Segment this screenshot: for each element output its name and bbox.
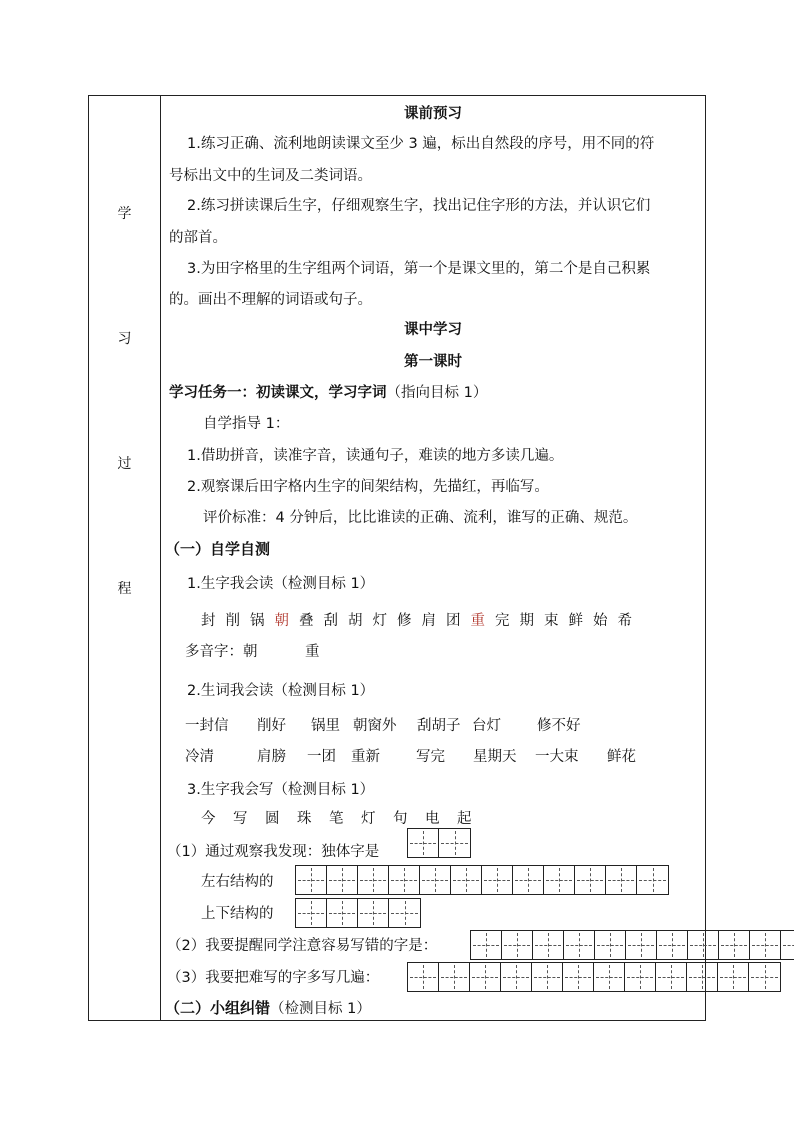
q1-top-bottom: 上下结构的: [201, 906, 274, 922]
self-test-heading: （一）自学自测: [165, 540, 271, 558]
char-item: 封: [201, 613, 216, 629]
char-item: 团: [446, 613, 461, 629]
write-char: 笔: [329, 811, 344, 827]
char-item: 完: [495, 613, 510, 629]
char-item: 叠: [299, 613, 314, 629]
side-label-char: 过: [117, 456, 132, 472]
word-read-title: 2.生词我会读（检测目标 1）: [187, 683, 375, 699]
write-char: 电: [425, 811, 440, 827]
char-item: 修: [397, 613, 412, 629]
q1-single-structure: （1）通过观察我发现：独体字是: [167, 844, 380, 860]
write-char-row: [161, 809, 701, 829]
preview-item-2: 2.练习拼读课后生字，仔细观察生字，找出记住字形的方法，并认识它们: [187, 198, 651, 214]
evaluation-criteria: 评价标准：4 分钟后，比比谁读的正确、流利，谁写的正确、规范。: [203, 510, 638, 526]
guide-item-2: 2.观察课后田字格内生字的间架结构，先描红，再临写。: [187, 479, 549, 495]
word-item: 冷清: [185, 749, 214, 765]
lesson-title: 课中学习: [404, 322, 462, 338]
char-item: 希: [617, 613, 632, 629]
char-item: 刮: [323, 613, 338, 629]
word-item: 锅里: [311, 718, 340, 734]
word-item: 修不好: [537, 718, 581, 734]
word-item: 鲜花: [607, 749, 636, 765]
preview-item-1: 1.练习正确、流利地朗读课文至少 3 遍，标出自然段的序号，用不同的符: [187, 136, 655, 152]
char-item: 削: [225, 613, 240, 629]
char-item: 灯: [372, 613, 387, 629]
learning-task-title: 学习任务一：初读课文，学习字词: [169, 385, 387, 401]
polyphone-second: 重: [305, 644, 320, 660]
char-item: 束: [544, 613, 559, 629]
tianzige-grid-left-right[interactable]: [295, 865, 669, 895]
group-correction-note: （检测目标 1）: [270, 1001, 371, 1017]
side-label-char: 学: [117, 206, 132, 222]
write-char: 圆: [265, 811, 280, 827]
word-item: 重新: [351, 749, 380, 765]
preview-item-3-cont: 的。画出不理解的词语或句子。: [169, 292, 372, 308]
write-char: 灯: [361, 811, 376, 827]
side-label-char: 程: [117, 581, 132, 597]
char-list: [201, 611, 642, 631]
write-char: 起: [457, 811, 472, 827]
char-read-title: 1.生字我会读（检测目标 1）: [187, 576, 375, 592]
q1-left-right: 左右结构的: [201, 874, 274, 890]
write-char: 写: [233, 811, 248, 827]
word-item: 削好: [257, 718, 286, 734]
word-item: 刮胡子: [417, 718, 461, 734]
word-item: 一大束: [535, 749, 579, 765]
content-column: [161, 96, 705, 1020]
char-item: 朝: [274, 613, 289, 629]
word-item: 肩膀: [257, 749, 286, 765]
preview-item-3: 3.为田字格里的生字组两个词语，第一个是课文里的，第二个是自己积累: [187, 261, 651, 277]
preview-title: 课前预习: [404, 106, 462, 122]
word-item: 朝窗外: [353, 718, 397, 734]
char-item: 重: [470, 613, 485, 629]
word-item: 台灯: [472, 718, 501, 734]
word-item: 星期天: [473, 749, 517, 765]
q3-difficult-chars: （3）我要把难写的字多写几遍：: [167, 970, 380, 986]
word-item: 一封信: [185, 718, 229, 734]
char-item: 肩: [421, 613, 436, 629]
char-item: 锅: [250, 613, 265, 629]
learning-task: [169, 383, 487, 403]
word-row-1: [161, 716, 701, 736]
side-label-char: 习: [117, 331, 132, 347]
char-item: 鲜: [568, 613, 583, 629]
char-item: 胡: [348, 613, 363, 629]
word-row-2: [161, 747, 701, 767]
char-item: 期: [519, 613, 534, 629]
group-correction-title: （二）小组纠错: [165, 999, 271, 1017]
tianzige-grid-top-bottom[interactable]: [295, 898, 421, 928]
group-correction-heading: [165, 998, 371, 1019]
side-label-column: [89, 96, 161, 1020]
preview-item-2-cont: 的部首。: [169, 230, 227, 246]
char-item: 始: [593, 613, 608, 629]
polyphone-label: 多音字：朝: [185, 644, 258, 660]
lesson-period: 第一课时: [404, 354, 462, 370]
char-write-title: 3.生字我会写（检测目标 1）: [187, 782, 375, 798]
guide-title: 自学指导 1：: [203, 416, 290, 432]
worksheet-table: [88, 95, 706, 1021]
word-item: 写完: [416, 749, 445, 765]
write-char: 今: [201, 811, 216, 827]
q2-error-prone: （2）我要提醒同学注意容易写错的字是：: [167, 938, 438, 954]
write-char: 句: [393, 811, 408, 827]
tianzige-grid-error-prone[interactable]: [470, 930, 794, 960]
tianzige-grid-difficult[interactable]: [407, 962, 781, 992]
guide-item-1: 1.借助拼音，读准字音，读通句子，难读的地方多读几遍。: [187, 448, 564, 464]
preview-item-1-cont: 号标出文中的生词及二类词语。: [169, 168, 372, 184]
learning-task-note: （指向目标 1）: [386, 385, 488, 401]
tianzige-grid-single[interactable]: [407, 828, 471, 858]
word-item: 一团: [307, 749, 336, 765]
write-char: 珠: [297, 811, 312, 827]
